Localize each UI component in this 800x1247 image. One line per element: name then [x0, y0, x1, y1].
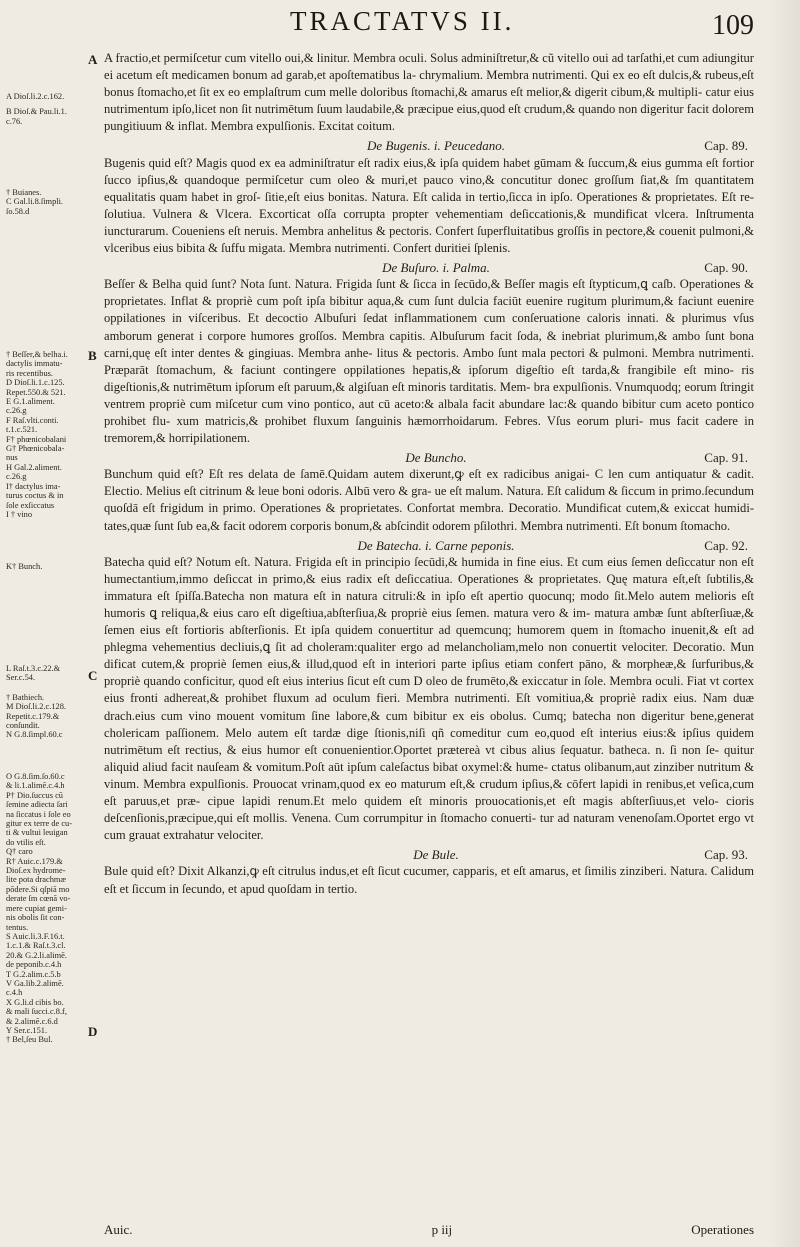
- margin-note: c.26.g: [6, 472, 27, 482]
- margin-note: ſo.58.d: [6, 206, 30, 216]
- chapter-number: Cap. 89.: [704, 138, 748, 154]
- margin-note: O G.8.ſim.ſo.60.c: [6, 772, 65, 781]
- paragraph-bunchum: Bunchum quid eſt? Eſt res delata de ſamē.Quidam autem dixerunt,ꝙ eſt ex radicibus anigai- C len cum antiquatur & cadit. Electio. Melius eſt citrinum & leue boni odoris. Albū vero & gra- ue eſt malum. Natura. Eſt calidum & ſiccum in primo.ſecundum quoſdā eſt frigidum in primo. Operationes & proprietates. Confortat membra. Decoratio. Mundificat cutem,& exiccat humidi- tates,quæ ſunt ſub ea,& facit odorem corporis bonum,& abſcindit odorem pſilothri. Membra nutrimenti. Eſt bonum ſtomacho.: [104, 467, 754, 533]
- margin-note: K† Bunch.: [6, 562, 43, 571]
- margin-note: Repetit.c.179.&: [6, 711, 60, 721]
- chapter-number: Cap. 90.: [704, 260, 748, 276]
- margin-note: P† Dio.ſuccus cū: [6, 790, 63, 800]
- margin-note: † Buianes.: [6, 188, 42, 197]
- margin-note: dactylis immatu-: [6, 359, 63, 369]
- margin-note: Q† caro: [6, 847, 33, 857]
- margin-note: 20.& G.2.li.alimē.: [6, 950, 67, 960]
- section-heading: [104, 537, 754, 554]
- page-shadow: [770, 0, 800, 1247]
- section-heading: [104, 846, 754, 863]
- paragraph-bugenis: Bugenis quid eſt? Magis quod ex ea adminiſtratur eſt radix eius,& ipſa quidem habet gūmam & ſuccum,& eius gumma eſt fortior ſucco ipſius,& quandoque permiſcetur cum oleo & muri,et pauco vino,& concutitur donec groſſum ſiat,& ſm quantitatem equalitatis quam habet in groſ- ſitie,eſt eius bonitas. Natura. Eſt calida in tertio,ſicca in ipſo. Operationes & proprietates. Eſt re- ſolutiua. Vulnera & Vlcera. Excorticat oſſa corrupta propter vehementiam deſiccationis,& mundificat vlcera. Inſtrumenta iuncturarum. Coueniens eſt neruis. Membra anhelitus & pectoris. Confert ſuperfluitatibus groſſis in pectore,& couenit pulmoni,& vlceribus eius bibita & ſuffu migata. Membra nutrimenti. Confert duritiei ſplenis.: [104, 155, 754, 256]
- margin-note: t.1.c.521.: [6, 425, 38, 435]
- margin-note: c.4.h: [6, 988, 23, 998]
- margin-note: c.76.: [6, 116, 23, 126]
- margin-note: S Auic.li.3.F.16.t.: [6, 931, 65, 941]
- paragraph-besser: Beſſer & Belha quid ſunt? Nota ſunt. Natura. Frigida ſunt & ſicca in ſecūdo,& Beſſer magis eſt ſtypticum,ꝗ caſb. Operationes & proprietates. Inflat & propriè cum poſt ipſa bibitur aqua,& cum ſunt dulcia faciūt euenire rugitum plurimum,& faciunt euenire oppilationes in viſceribus. Et decoctio Albuſuri ſedat inflammationem cum conſeruatione caloris innati. & plurimus vſus amborum generat i corpore humores groſſos. Membra capitis. Albuſurum facit ſoda, & inebriat plurimum,& ambo ſunt bona carni,quę eſt inter dentes & gingiuas. Membra anhe- litus & pectoris. Ambo ſunt mala pectori & pulmoni. Membra nutrimenti. Præparāt ſtomachum, & faciunt contingere oppilationes hepatis,& ipſorum digeſtio eſt tarda,& frangibile eſt mino- ris digeſtionis,& nutrimētum ipſorum eſt paruum,& algiſuan eſt minoris tarditatis. Mem- bra expulſionis. Vnumquodq; eorum ſtringit ventrem propriè cum miſcetur cum vino pontico, aut cū aceto:& albala facit abundare lac:& quando bibitur cum aceto pontico prohibet flu- xum matricis,& prohibet fluxum ſanguinis hæmorrhoidarum. Febres. Vſus eorum pluri- mus facit cadere in tremorem,& horripilationem.: [104, 277, 754, 446]
- margin-note: V Ga.lib.2.alimē.: [6, 978, 64, 988]
- section-title: De Bule.: [413, 847, 459, 863]
- margin-note: ſole exſiccatus: [6, 500, 55, 510]
- section-title: De Batecha. i. Carne peponis.: [357, 537, 515, 553]
- margin-note: D Dioſ.li.1.c.125.: [6, 378, 65, 388]
- chapter-number: Cap. 91.: [704, 450, 748, 466]
- margin-note: de peponib.c.4.h: [6, 960, 62, 970]
- margin-notes-3: [6, 350, 86, 519]
- margin-notes-4: [6, 562, 86, 571]
- margin-note: F Raſ.vlti.conti.: [6, 415, 59, 425]
- margin-note: † Beſſer,& belha.i.: [6, 350, 68, 359]
- margin-note: pōdere.Si qſpiā mo: [6, 884, 70, 894]
- margin-note: B Dioſ.& Pau.li.1.: [6, 107, 67, 117]
- margin-note: derate ſm cœnā vo-: [6, 894, 71, 904]
- margin-note: G† Phœnicobala-: [6, 444, 65, 454]
- page-footer: [104, 1222, 754, 1238]
- margin-note: C Gal.li.8.ſimpli.: [6, 197, 63, 207]
- margin-note: mere cupiat gemi-: [6, 903, 67, 913]
- signature-mark: p iij: [431, 1222, 453, 1237]
- margin-note: Dioſ.ex hydrome-: [6, 866, 66, 876]
- margin-note: Y Ser.c.151.: [6, 1025, 48, 1035]
- section-heading: [104, 449, 754, 466]
- margin-note: L Raſ.t.3.c.22.&: [6, 664, 61, 673]
- page-number: 109: [712, 10, 754, 41]
- section-title: De Buſuro. i. Palma.: [382, 260, 490, 276]
- margin-note: turus coctus & in: [6, 491, 64, 501]
- paragraph-batecha: Batecha quid eſt? Notum eſt. Natura. Frigida eſt in principio ſecūdi,& humida in fine eius. Et cum eius ſemen deſiccatur non eſt humectantium,immo deſiccat in primo,& eius radix eſt deſiccatiua. Operationes & proprietates. Quę matura eſt,eſt ſubtilis,& immatura eſt ſpiſſa.Batecha non matura eſt in natura citruli:& in ipſo eſt apertio quocunq; modo ſit.Melo autem melioris eſt humoris ꝗ reliqua,& eius caro eſt digeſtiua,abſterſiua,& propriè eius ſemen. matura vero & im- matura ambæ ſunt abſterſiuæ,& ſemen eius eſt fortioris abſterſionis. Et ipſa quidem conuertitur ad quemcunq; humorem quem in ſtomacho inuenit,& eſt ad phlegma vehementius decliuis,ꝗ ſit ad choleram:qualiter ergo ad melancholiam,melo non conuertit velociter. Decoratio. Mun dificat cutem,& propriè ſemen eius,& illud,quod eſt in interiori parte ipſius etiam confert pāno, & morpheæ,& ſurfuribus,& propriè quando conficitur, quod eſt eius interius ſicut eſt cum D oleo de frumēto,& exiccatur in ſole. Membra oculi. Fiat vt cortex eius fronti adhereat,& prohibet fluxum ad oculum fieri. Membra nutrimenti. Eſt vomitiua,& propriè radix eius. Nam duæ drach.eius cum vino mouent vomitum ſine labore,& cum bibitur ex eis obolus. Cumq; batecha non digeritur bene,generat cholericam paſſionem. Melo autem eſt tardæ dige ſtionis,niſi qñ comeditur cum eo,quod eſt interius eius:& ipſius quidem nutrimētum eſt rectius, & eius humor eſt conuenientior.Oportet prætereà vt cibus alius ſequatur. batheca. n. ſi non ſe- quitur aliquid aliud facit nauſeam & vomitum.Poſt aūt ipſum caleſactus bibat oxymel:& hume- ctatus olibanum,aut zinziber nutritum & vinum. Membra expulſionis. Prouocat vrinam,quod ex eo maturum eſt,& crudum ipſius,& cōfert lapidi in renibus,et veſica,cum eſt paruus,et præ- cipue lapidi renum.Et melo quidem eſt minoris prouocationis,et eſt magis abſterſiuus,et velo- cioris deſcenſionis,præcipue,qui eſt mollis. Venena. Cum corrumpitur in ſtomacho conuerti- tur ad naturam venenoſam.Oportet ergo vt cum grauat extrahatur velociter.: [104, 554, 754, 843]
- margin-note: conſundit.: [6, 721, 40, 731]
- section-title: De Buncho.: [405, 450, 467, 466]
- margin-notes-6: [6, 772, 86, 1045]
- side-letter-d: D: [88, 1024, 98, 1039]
- margin-note: E G.1.aliment.: [6, 397, 55, 407]
- margin-note: na ſiccatus i ſole eo: [6, 809, 71, 819]
- margin-note: † Bel,ſeu Bul.: [6, 1035, 53, 1045]
- chapter-number: Cap. 93.: [704, 847, 748, 863]
- margin-note: † Bathiech.: [6, 692, 45, 702]
- margin-note: Ser.c.54.: [6, 673, 36, 683]
- section-heading: [104, 259, 754, 276]
- margin-notes-5: [6, 664, 86, 740]
- margin-note: Repet.550.& 521.: [6, 387, 66, 397]
- margin-note: R† Auic.c.179.&: [6, 856, 63, 866]
- catchword-left: Auic.: [104, 1222, 133, 1237]
- margin-note: tentus.: [6, 922, 29, 932]
- margin-note: N G.8.ſimpl.60.c: [6, 730, 63, 740]
- running-title: TRACTATVS II.: [290, 6, 515, 36]
- paragraph-bule: Bule quid eſt? Dixit Alkanzi,ꝙ eſt citrulus indus,et eſt ſicut cucumer, capparis, et eſt amarus, et ſimilis zinziberi. Natura. Calidum eſt et ſiccum in ſecundo, et apud quoſdam in tertio.: [104, 864, 754, 896]
- margin-note: 1.c.1.& Raſ.t.3.cl.: [6, 941, 66, 951]
- margin-note: & 2.alimē.c.6.d: [6, 1016, 58, 1026]
- main-text-column: [104, 50, 754, 898]
- margin-note: M Dioſ.li.2.c.128.: [6, 702, 67, 712]
- margin-note: nis obolis ſit con-: [6, 913, 65, 923]
- chapter-number: Cap. 92.: [704, 537, 748, 553]
- margin-note: & mali ſucci.c.8.f,: [6, 1007, 67, 1017]
- margin-note: c.26.g: [6, 406, 27, 416]
- margin-note: do vtilis eſt.: [6, 837, 46, 847]
- margin-note: H Gal.2.aliment.: [6, 462, 62, 472]
- margin-notes-2: [6, 188, 86, 216]
- margin-note: lite pota drachmæ: [6, 875, 67, 885]
- margin-note: F† phœnicobalani: [6, 434, 67, 444]
- margin-note: gitur ex terre de cu-: [6, 819, 73, 829]
- margin-note: ti & vultui leuigan: [6, 828, 68, 838]
- margin-note: A Dioſ.li.2.c.162.: [6, 92, 65, 101]
- margin-note: & li.1.alimē.c.4.h: [6, 781, 65, 791]
- side-letter-b: B: [88, 348, 97, 363]
- margin-note: T G.2.alim.c.5.b: [6, 969, 61, 979]
- margin-note: ſemine adiecta ſari: [6, 800, 68, 810]
- catchword-right: Operationes: [691, 1222, 754, 1237]
- side-letter-c: C: [88, 668, 98, 683]
- side-letter-a: A: [88, 52, 98, 67]
- margin-note: ris recentibus.: [6, 368, 53, 378]
- section-title: De Bugenis. i. Peucedano.: [367, 138, 505, 154]
- paragraph-fractio: A fractio,et permiſcetur cum vitello oui,& linitur. Membra oculi. Solus adminiſtretur,& cũ vitello oui ad tarſathi,et cum adiungitur ei acetum eſt medicamen bonum ad garab,et apoſtematibus la- chrymalium. Membra nutrimenti. Qui ex eo eſt dulcis,& rubeus,eſt bonus ſtomacho,et ſit ex eo emplaſtrum cum melle doloribus ſtomachi,& amarus eſt melior,& digerit cibum,& multipli- catur eius nutrimentum ipſo,licet non ſit nutrimētum ſuum laudabile,& præcipue eius,quod eſt crudum,& quando non digeritur facit dolorem pungitiuum & inflat. Membra expulſionis. Excitat coitum.: [104, 51, 754, 134]
- margin-note: nus: [6, 453, 18, 463]
- margin-note: X G.li.d cibis bo.: [6, 997, 64, 1007]
- section-heading: [104, 137, 754, 154]
- margin-note: I † vino: [6, 509, 33, 519]
- margin-notes-1: [6, 92, 86, 126]
- margin-note: I† dactylus ima-: [6, 481, 61, 491]
